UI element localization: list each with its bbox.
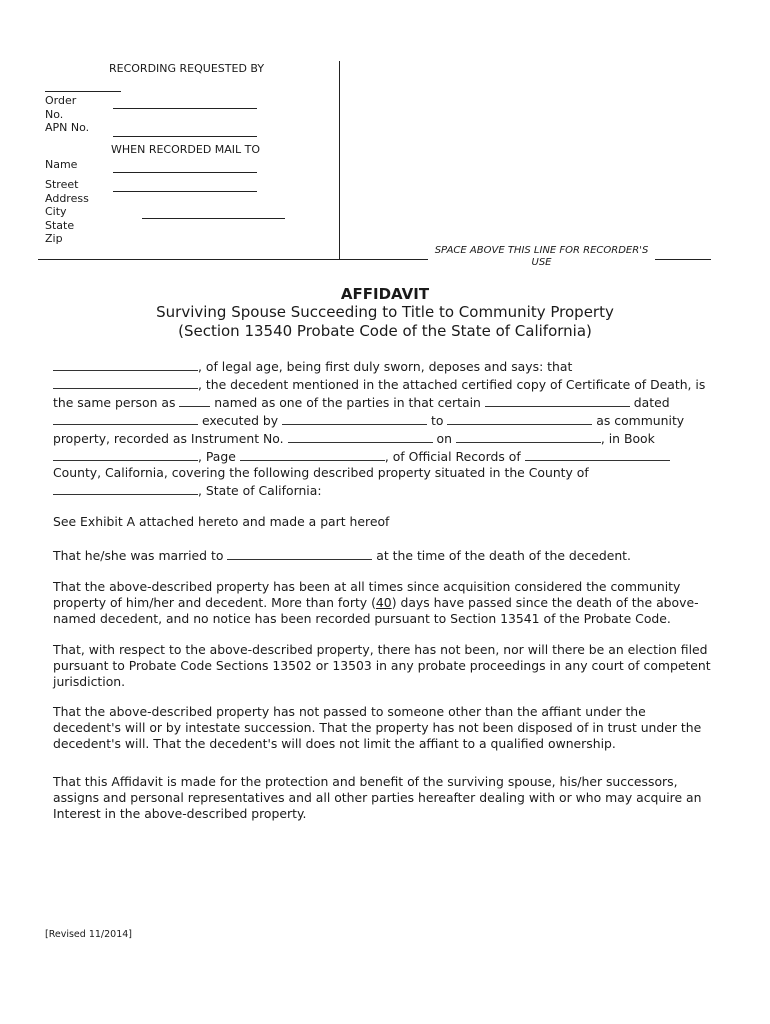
will-paragraph-line-1: That the above-described property has not passed to someone other than the affiant under the <box>53 704 646 719</box>
community-paragraph-line-2 <box>53 595 699 611</box>
address-label: Address <box>45 191 89 205</box>
street-address-field[interactable] <box>113 191 257 192</box>
text-span: executed by <box>198 413 283 428</box>
community-paragraph-line-1: That the above-described property has been at all times since acquisition considered the community <box>53 579 681 594</box>
paragraph-parties-line-7: County, California, covering the following described property situated in the County of <box>53 465 589 480</box>
affidavit-title: AFFIDAVIT <box>340 285 430 303</box>
election-paragraph-line-1: That, with respect to the above-described property, there has not been, nor will there be an election filed <box>53 642 708 657</box>
recorder-space-note-line2: USE <box>531 257 552 268</box>
election-paragraph-line-3: jurisdiction. <box>53 674 126 689</box>
text-span: at the time of the death of the decedent. <box>372 548 631 563</box>
street-label: Street <box>45 178 79 191</box>
apn-no-field[interactable] <box>113 136 257 137</box>
apn-no-label: APN No. <box>45 121 90 134</box>
text-span: , of Official Records of <box>384 449 525 464</box>
text-span: , of legal age, being first duly sworn, deposes and says: that <box>198 359 573 374</box>
paragraph-parties-line-2 <box>53 377 705 393</box>
page-blank[interactable] <box>240 449 385 461</box>
text-span: , State of California: <box>198 483 322 498</box>
same-person-blank[interactable] <box>179 395 210 407</box>
zip-label: Zip <box>45 232 63 245</box>
spouse-name-blank[interactable] <box>227 548 372 560</box>
forty-days-value: 40 <box>375 595 392 610</box>
name-field[interactable] <box>113 172 257 173</box>
recorder-line-right <box>655 259 711 260</box>
recorded-on-blank[interactable] <box>456 431 601 443</box>
to-blank[interactable] <box>447 413 592 425</box>
property-county-blank[interactable] <box>53 483 198 495</box>
affidavit-subtitle-2: (Section 13540 Probate Code of the State of California) <box>178 322 592 340</box>
will-paragraph-line-2: decedent's will or by intestate succession. That the property has not been disposed of in trust under the <box>53 720 702 735</box>
text-span: to <box>427 413 448 428</box>
city-label: City <box>45 205 67 218</box>
date-blank[interactable] <box>53 413 198 425</box>
official-records-county-blank[interactable] <box>525 449 670 461</box>
paragraph-parties-line-3 <box>53 395 670 411</box>
married-statement <box>53 548 631 564</box>
paragraph-parties-line-5 <box>53 431 655 447</box>
paragraph-parties-line-6 <box>53 449 670 465</box>
election-paragraph-line-2: pursuant to Probate Code Sections 13502 or 13503 in any probate proceedings in any court of competent <box>53 658 711 673</box>
recording-requested-by-label: RECORDING REQUESTED BY <box>109 62 265 75</box>
order-no-field[interactable] <box>113 108 257 109</box>
text-span: , in Book <box>600 431 655 446</box>
paragraph-parties-line-4 <box>53 413 684 429</box>
protection-paragraph-line-2: assigns and personal representatives and all other parties hereafter dealing with or who may acquire an <box>53 790 702 805</box>
instrument-type-blank[interactable] <box>485 395 630 407</box>
decedent-name-blank[interactable] <box>53 377 198 389</box>
state-label: State <box>45 218 75 232</box>
text-span: the same person as <box>53 395 180 410</box>
paragraph-parties-line-8 <box>53 483 322 499</box>
text-span: ) days have passed since the death of the above- <box>391 595 699 610</box>
name-label: Name <box>45 158 78 171</box>
affidavit-subtitle-1: Surviving Spouse Succeeding to Title to Community Property <box>156 303 614 321</box>
recorder-line-left <box>38 259 428 260</box>
book-blank[interactable] <box>53 449 198 461</box>
will-paragraph-line-3: decedent's will. That the decedent's will does not limit the affiant to a qualified ownership. <box>53 736 616 751</box>
exhibit-statement: See Exhibit A attached hereto and made a part hereof <box>53 514 390 529</box>
recorder-space-note-line1: SPACE ABOVE THIS LINE FOR RECORDER'S <box>434 245 649 256</box>
text-span: named as one of the parties in that certain <box>210 395 485 410</box>
header-divider-vertical <box>339 61 340 260</box>
text-span: on <box>432 431 456 446</box>
text-span: property of him/her and decedent. More than forty ( <box>53 595 376 610</box>
requested-by-line <box>45 91 121 92</box>
text-span: That he/she was married to <box>53 548 228 563</box>
city-state-zip-field[interactable] <box>142 218 285 219</box>
instrument-no-blank[interactable] <box>288 431 433 443</box>
executed-by-blank[interactable] <box>282 413 427 425</box>
paragraph-parties-line-1 <box>53 359 572 375</box>
community-paragraph-line-3: named decedent, and no notice has been recorded pursuant to Section 13541 of the Probate Code. <box>53 611 671 626</box>
text-span: , Page <box>198 449 240 464</box>
text-span: , the decedent mentioned in the attached certified copy of Certificate of Death, is <box>198 377 706 392</box>
when-recorded-mail-to-label: WHEN RECORDED MAIL TO <box>111 143 261 156</box>
text-span: as community <box>592 413 685 428</box>
protection-paragraph-line-1: That this Affidavit is made for the protection and benefit of the surviving spouse, his/her successors, <box>53 774 678 789</box>
affiant-name-blank[interactable] <box>53 359 198 371</box>
text-span: property, recorded as Instrument No. <box>53 431 288 446</box>
revised-date: [Revised 11/2014] <box>45 929 133 940</box>
text-span: dated <box>629 395 670 410</box>
recorder-space-note <box>429 245 654 269</box>
protection-paragraph-line-3: Interest in the above-described property. <box>53 806 307 821</box>
order-no-label-2: No. <box>45 107 64 121</box>
order-no-label-1: Order <box>45 94 77 107</box>
